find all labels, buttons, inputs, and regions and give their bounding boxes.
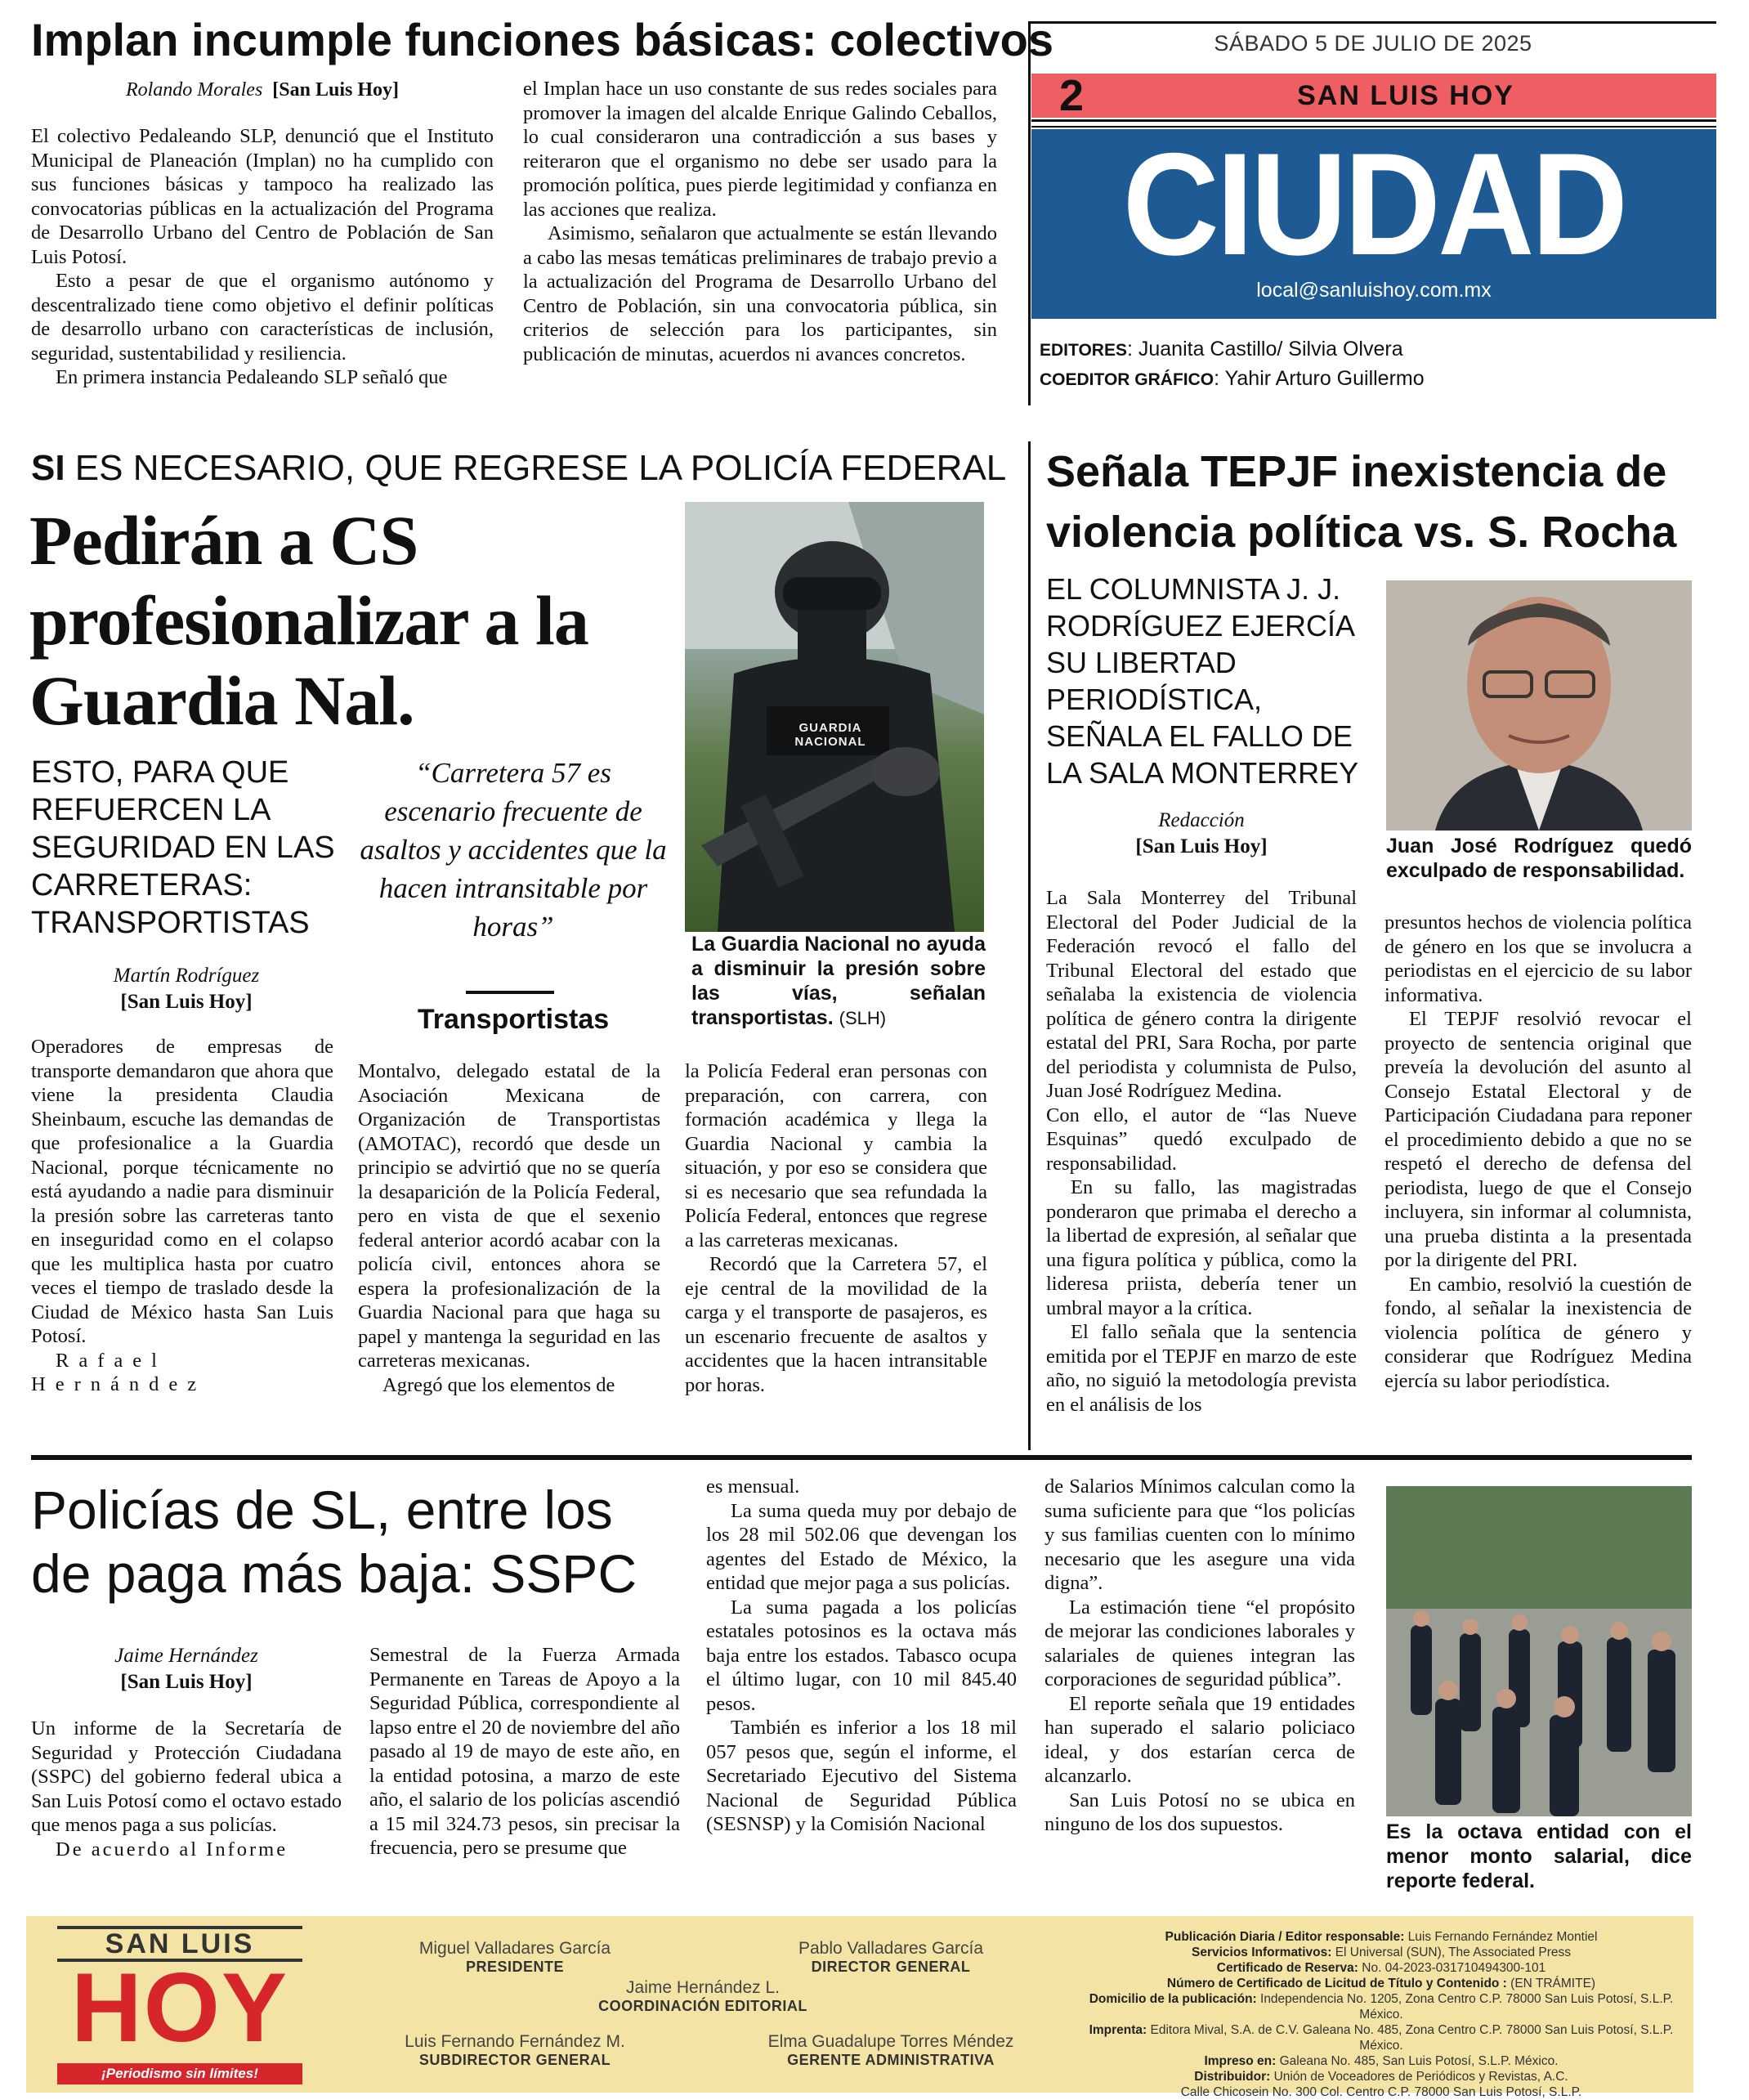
pull-quote-source: Transportistas — [417, 1004, 610, 1035]
footer-logo — [57, 1926, 302, 2086]
section-divider — [31, 1455, 1692, 1460]
guardia-col2: Montalvo, delegado estatal de la Asociación Mexicana de Organización de Transportistas (AMOTAC), recordó que desde un principio se advirtió que no se quería la desaparición de la Policía Federal, pero en vista de que el sexenio federal anterior acordó acabar con la policía civil, entonces ahora se espera la profesionalización de la Guardia Nacional para que haga su papel y mantenga la seguridad en las carreteras mexicanas. Agregó que los elementos de — [358, 1060, 660, 1396]
policias-col1: Un informe de la Secretaría de Seguridad y Protección Ciudadana (SSPC) del gobierno federal ubica a San Luis Potosí como el octavo estado que menos paga a sus policías. De acuerdo al Informe — [31, 1717, 342, 1860]
coeditor-label: COEDITOR GRÁFICO — [1040, 370, 1214, 389]
logo-top-text: SAN LUIS — [57, 1926, 302, 1962]
staff-coordination: Jaime Hernández L. COORDINACIÓN EDITORIAL — [598, 1978, 807, 2014]
guardia-photo-caption: La Guardia Nacional no ayuda a disminuir la presión sobre las vías, señalan transportistas. (SLH) — [691, 933, 986, 1029]
pull-quote-rule — [466, 991, 554, 994]
tepjf-col2: presuntos hechos de violencia política de género en los que se involucra a periodistas en el ejercicio de su labor informativa. El TEPJF resolvió revocar el proyecto de sentencia original que preveía la devolución del asunto al Consejo Estatal Electoral y de Participación Ciudadana para reponer el procedimiento debido a que no se respetó el derecho de defensa del periodista, luego de que el Consejo incluyera, sin informar al columnista, una prueba distinta a la presentada por la dirigente del PRI. En cambio, resolvió la cuestión de fondo, al señalar la inexistencia de violencia política de género y considerar que Rodríguez Medina ejercía su labor periodística. — [1384, 911, 1692, 1392]
soldier-illustration — [685, 502, 984, 932]
masthead-editors — [1040, 335, 1425, 394]
policias-photo — [1386, 1486, 1692, 1816]
editors-label: EDITORES — [1040, 341, 1127, 360]
staff-president: Miguel Valladares García PRESIDENTE — [418, 1939, 611, 1975]
implan-author: Rolando Morales — [125, 79, 263, 101]
logo-tagline: ¡Periodismo sin límites! — [57, 2063, 302, 2084]
implan-col1: El colectivo Pedaleando SLP, denunció que el Instituto Municipal de Planeación (Implan) no ha cumplido con sus funciones básicas y tampoco ha realizado las convocatorias públicas en la actualización del Programa de Desarrollo Urbano del Centro de Población de San Luis Potosí. Esto a pesar de que el organismo autónomo y descentralizado tiene como objetivo el definir políticas de desarrollo urbano con características de inclusión, seguridad, sustentabilidad y resiliencia. En primera instancia Pedaleando SLP señaló que — [31, 125, 494, 388]
guardia-pull-quote: “Carretera 57 es escenario frecuente de asaltos y accidentes que la hacen intransitable por horas” — [360, 757, 667, 943]
tepjf-photo-caption: Juan José Rodríguez quedó exculpado de responsabilidad. — [1386, 835, 1692, 882]
tepjf-portrait — [1386, 580, 1692, 831]
implan-paper: [San Luis Hoy] — [272, 79, 400, 101]
guardia-byline: Martín Rodríguez [San Luis Hoy] — [113, 965, 260, 1013]
footer-publication-info: Publicación Diaria / Editor responsable: Luis Fernando Fernández Montiel Servicios Informativos: El Universal (SUN), The Associated Press Certificado de Reserva: No. 04-2023-031710494300-101 Número de Certificado de Licitud de Título y Contenido : (EN TRÁMITE) Domicilio de la publicación: Independencia No. 1205, Zona Centro C.P. 78000 San Luis Potosí, S.L.P. México. Imprenta: Editora Mival, S.A. de C.V. Galeana No. 485, Zona Centro C.P. 78000 San Luis Potosí, S.L.P. México. Impreso en: Galeana No. 485, San Luis Potosí, S.L.P. México. Distribuidor: Unión de Voceadores de Periódicos y Revistas, A.C. Calle Chicosein No. 300 Col. Centro C.P. 78000 San Luis Potosí, S.L.P. — [1089, 1930, 1674, 2099]
column-rule-right — [1028, 441, 1031, 1450]
policias-byline: Jaime Hernández [San Luis Hoy] — [114, 1645, 258, 1693]
guardia-col3: la Policía Federal eran personas con preparación, con carrera, con formación académica y llega la Guardia Nacional y cambia la situación, y por eso se considera que si es necesario que sea refundada la Policía Federal, entonces que regrese a las carreteras mexicanas. Recordó que la Carretera 57, el eje central de la movilidad de la carga y el transporte de pasajeros, es un escenario frecuente de asaltos y accidentes que la hacen intransitable por horas. — [685, 1060, 987, 1396]
policias-col2: Semestral de la Fuerza Armada Permanente en Tareas de Apoyo a la Seguridad Pública, correspondiente al lapso entre el 20 de noviembre del año pasado al 19 de mayo de este año, en la entidad potosina, a marzo de este año, el salario de los policías ascendió a 15 mil 324.73 pesos, sin precisar la frecuencia, pero se presume que — [369, 1644, 680, 1859]
section-title: CIUDAD — [1122, 123, 1626, 285]
tepjf-deck: EL COLUMNISTA J. J. RODRÍGUEZ EJERCÍA SU LIBERTAD PERIODÍSTICA, SEÑALA EL FALLO DE LA SALA MONTERREY — [1046, 572, 1359, 790]
implan-byline — [31, 77, 494, 103]
policias-photo-caption: Es la octava entidad con el menor monto salarial, dice reporte federal. — [1386, 1820, 1692, 1892]
police-training-illustration — [1386, 1486, 1692, 1816]
editors-names: : Juanita Castillo/ Silvia Olvera — [1126, 338, 1403, 360]
masthead-date: SÁBADO 5 DE JULIO DE 2025 — [1214, 31, 1532, 56]
portrait-illustration — [1386, 580, 1692, 831]
page-number: 2 — [1059, 71, 1085, 120]
guardia-photo — [685, 502, 984, 932]
implan-headline: Implan incumple funciones básicas: colectivos — [31, 14, 1054, 65]
policias-col3: es mensual. La suma queda muy por debajo de los 28 mil 502.06 que devengan los agentes del Estado de México, la entidad que mejor paga a sus policías. La suma pagada a los policías estatales potosinos es la octava más baja entre los estados. Tabasco ocupa el último lugar, con 10 mil 845.40 pesos. También es inferior a los 18 mil 057 pesos que, según el informe, el Secretariado Ejecutivo del Sistema Nacional de Seguridad Pública (SESNSP) y la Comisión Nacional — [706, 1475, 1017, 1835]
implan-col2: el Implan hace un uso constante de sus redes sociales para promover la imagen del alcalde Enrique Galindo Ceballos, lo cual consideraron una contradicción a sus bases y reiteraron que el organismo no debe ser usado para la promoción política, pues pierde legitimidad y confianza en las acciones que realiza. Asimismo, señalaron que actualmente se están llevando a cabo las mesas temáticas preliminares de trabajo previo a la actualización del Programa de Desarrollo Urbano del Centro de Población, sin una convocatoria pública, sin criterios de selección para los participantes, sin publicación de minutas, acuerdos ni avances concretos. — [523, 78, 997, 365]
logo-main-text: HOY — [70, 1953, 289, 2062]
staff-subdirector: Luis Fernando Fernández M. SUBDIRECTOR GENERAL — [405, 2032, 625, 2068]
tepjf-byline: Redacción [San Luis Hoy] — [1135, 809, 1268, 857]
coeditor-name: : Yahir Arturo Guillermo — [1214, 367, 1425, 390]
guardia-deck: ESTO, PARA QUE REFUERCEN LA SEGURIDAD EN LAS CARRETERAS: TRANSPORTISTAS — [31, 755, 335, 940]
policias-headline: Policías de SL, entre los de paga más baja: SSPC — [31, 1480, 637, 1604]
staff-director: Pablo Valladares García DIRECTOR GENERAL — [798, 1939, 984, 1975]
guardia-col1: Operadores de empresas de transporte demandaron que ahora que viene la presidenta Claudia Sheinbaum, escuche las demandas de que profesionalice a la Guardia Nacional, porque técnicamente no está ayudando a nadie para disminuir la presión sobre las carreteras tanto en inseguridad como en el colapso que les multiplica hasta por cuatro veces el tiempo de traslado desde la Ciudad de México hasta San Luis Potosí. Rafael Hernández — [31, 1036, 333, 1395]
guardia-col1-author-tail: Rafael Hernández — [31, 1349, 207, 1395]
tepjf-headline: Señala TEPJF inexistencia de violencia política vs. S. Rocha — [1046, 447, 1677, 557]
policias-col4: de Salarios Mínimos calculan como la suma suficiente para que “los policías y sus familias cuenten con lo mínimo necesario que les asegure una vida digna”. La estimación tiene “el propósito de mejorar las condiciones laborales y salariales de quienes integran las corporaciones de seguridad pública”. El reporte señala que 19 entidades han superado el salario policiaco ideal, y dos estarían cerca de alcanzarlo. San Luis Potosí no se ubica en ninguno de los dos supuestos. — [1044, 1475, 1355, 1835]
masthead-paper-name: SAN LUIS HOY — [1297, 80, 1514, 111]
staff-manager: Elma Guadalupe Torres Méndez GERENTE ADMINISTRATIVA — [767, 2032, 1014, 2068]
guardia-kicker: SI ES NECESARIO, QUE REGRESE LA POLICÍA FEDERAL — [31, 448, 1007, 488]
masthead-email[interactable]: local@sanluishoy.com.mx — [1256, 279, 1492, 302]
guardia-headline: Pedirán a CS profesionalizar a la Guardia Nal. — [29, 501, 588, 740]
photo-vest-label: GUARDIA NACIONAL — [794, 721, 866, 749]
tepjf-col1: La Sala Monterrey del Tribunal Electoral del Poder Judicial de la Federación revocó el fallo del Tribunal Electoral del estado que señalaba la existencia de violencia política de género contra la dirigente estatal del PRI, Sara Rocha, por parte del periodista y columnista de Pulso, Juan José Rodríguez Medina. Con ello, el autor de “las Nueve Esquinas” quedó exculpado de responsabilidad. En su fallo, las magistradas ponderaron que primaba el derecho a la libertad de expresión, al señalar que una figura política y pública, como la lideresa priista, debería tener un umbral mayor a la crítica. El fallo señala que la sentencia emitida por el TEPJF en marzo de este año, no siguió la metodología prevista en el análisis de los — [1046, 887, 1357, 1416]
